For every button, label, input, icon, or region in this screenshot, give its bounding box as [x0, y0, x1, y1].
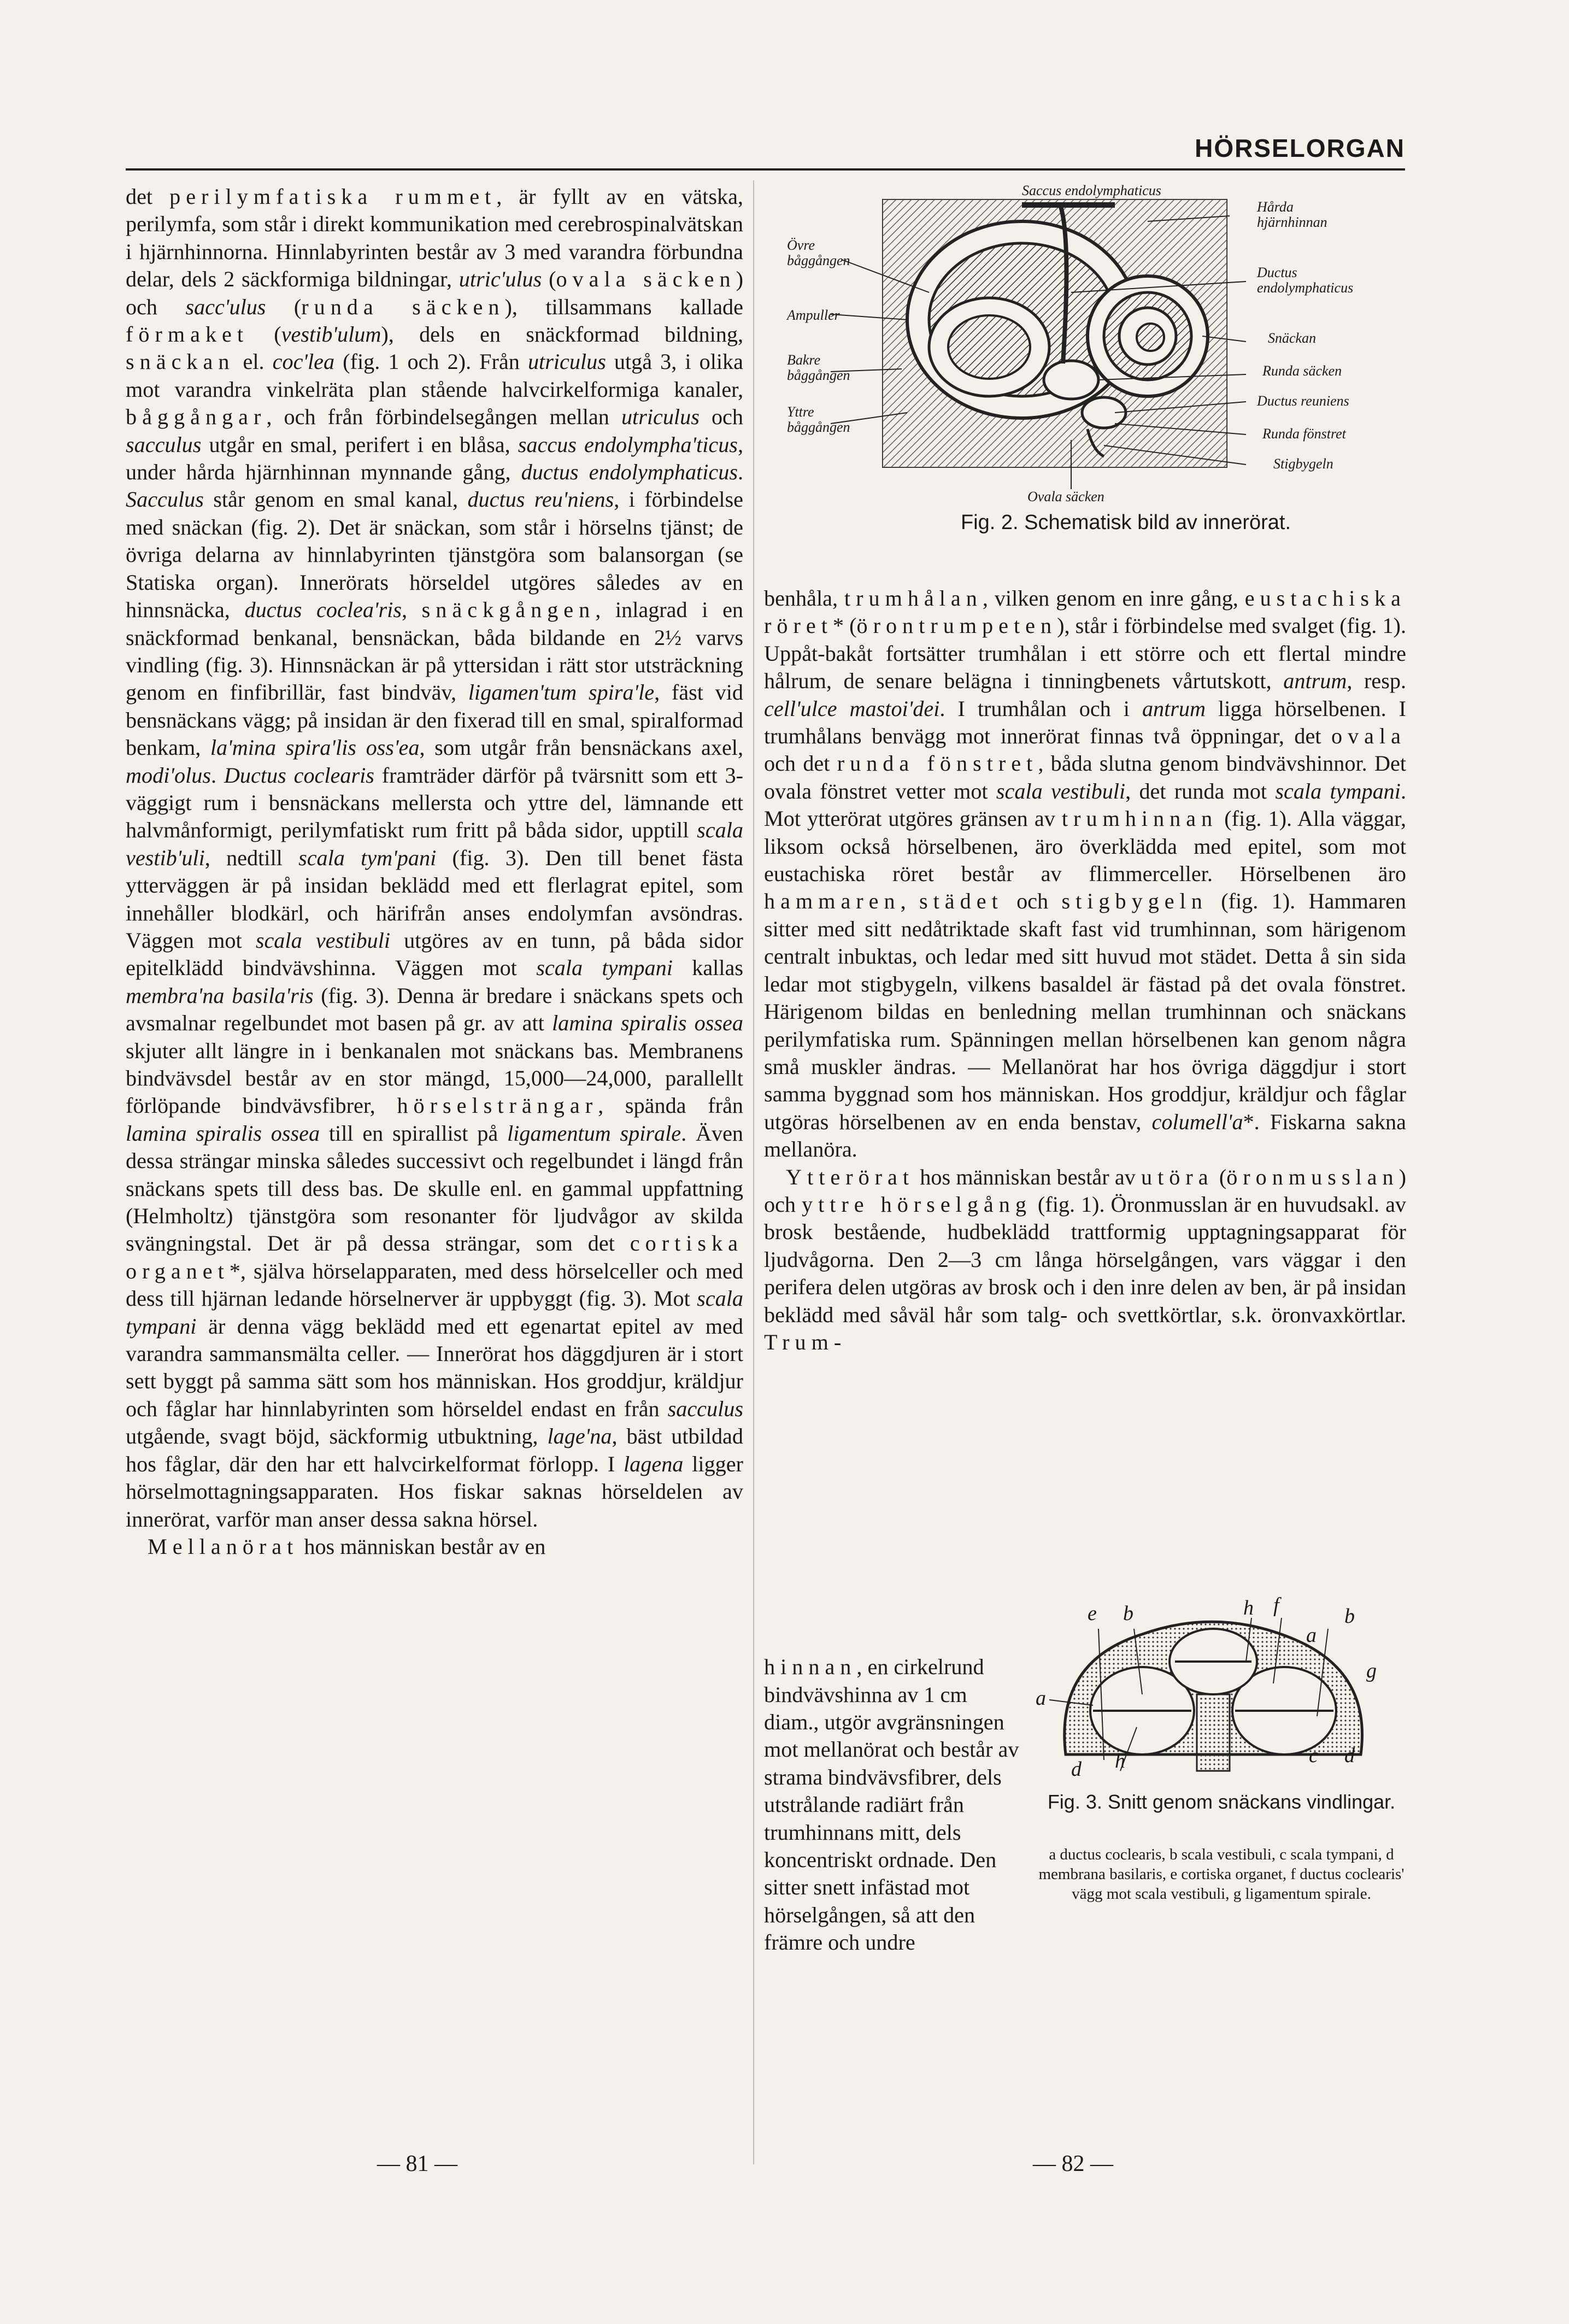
- label-ductus-reuniens: Ductus reuniens: [1257, 393, 1349, 409]
- italic-term: lage'na: [547, 1424, 612, 1449]
- fig3-letter-b-right: b: [1344, 1605, 1355, 1628]
- spaced-term: eustachiska röret: [764, 586, 1406, 638]
- italic-term: Ductus coclearis: [224, 762, 374, 788]
- right-paragraph: Ytterörat hos människan består av utöra (öronmusslan) och yttre hörselgång (fig. 1). Öronmusslan är en huvudsakl. av brosk bestående, hudbeklädd trattformig upptagningsapparat för ljudvågorna. Den 2—3 cm långa hörselgången, vars väggar i den perifera delen utgöras av brosk och i den inre delen av ben, är på insidan beklädd med såväl hår som talg- och svettkörtlar, s.k. öronvaxkörtlar. Trum-: [764, 1164, 1406, 1354]
- italic-term: utriculus: [527, 349, 606, 374]
- label-yttre-baggangen: Yttre båggången: [787, 404, 850, 435]
- page-header: [126, 119, 1405, 171]
- spaced-term: utöra: [1141, 1164, 1214, 1189]
- spaced-term: hörselsträngar: [397, 1093, 598, 1118]
- italic-term: ductus reu'niens: [467, 487, 614, 512]
- italic-term: saccus endolympha'ticus: [518, 432, 738, 457]
- label-harda-hjarnhinnan: Hårda hjärnhinnan: [1257, 199, 1327, 230]
- spaced-term: trumhinnan: [1061, 806, 1218, 831]
- fig3-letter-h-bottom: h: [1115, 1750, 1125, 1773]
- italic-term: scala tympani: [1275, 778, 1401, 803]
- spaced-term: runda säcken: [301, 294, 505, 319]
- figure-2-caption: Fig. 2. Schematisk bild av innerörat.: [960, 511, 1291, 534]
- italic-term: ligamentum spirale: [507, 1120, 681, 1146]
- spaced-term: Mellanörat: [148, 1534, 299, 1559]
- left-paragraph: det perilymfatiska rummet, är fyllt av en vätska, perilymfa, som står i direkt kommunikation med cerebrospinalvätskan i hjärnhinnorna. Hinnlabyrinten består av 3 med varandra förbundna delar, dels 2 säckformiga bildningar, utric'ulus (ovala säcken) och sacc'ulus (runda säcken), tillsammans kallade förmaket (vestib'ulum), dels en snäckformad bildning, snäckan el. coc'lea (fig. 1 och 2). Från utriculus utgå 3, i olika mot varandra vinkelräta plan stående halvcirkelformiga kanaler, båggångar, och från förbindelsegången mellan utriculus och sacculus utgår en smal, perifert i en blåsa, saccus endolympha'ticus, under hårda hjärnhinnan mynnande gång, ductus endolymphaticus. Sacculus står genom en smal kanal, ductus reu'niens, i förbindelse med snäckan (fig. 2). Det är snäckan, som står i hörselns tjänst; de övriga delarna av hinnlabyrinten tjänstgöra som balansorgan (se Statiska organ). Innerörats hörseldel utgöres således av en hinnsnäcka, ductus coclea'ris, snäckgången, inlagrad i en snäckformad benkanal, bensnäckan, båda bildande en 2½ varvs vindling (fig. 3). Hinnsnäckan är på yttersidan i rätt stor utsträckning genom en finfibrillär, fast bindväv, ligamen'tum spira'le, fäst vid bensnäckans vägg; på insidan är den fixerad till en smal, spiralformad benkam, la'mina spira'lis oss'ea, som utgår från bensnäckans axel, modi'olus. Ductus coclearis framträder därför på tvärsnitt som ett 3-väggigt rum i bensnäckans mellersta och yttre del, lämnande ett halvmånformigt, perilymfatiskt rum fritt på båda sidor, upptill scala vestib'uli, nedtill scala tym'pani (fig. 3). Den till benet fästa ytterväggen är på insidan beklädd med ett flerlagrat epitel, som innehåller blodkärl, och härifrån anses endolymfan avsöndras. Väggen mot scala vestibuli utgöres av en tunn, på båda sidor epitelklädd bindvävshinna. Väggen mot scala tympani kallas membra'na basila'ris (fig. 3). Denna är bredare i snäckans spets och avsmalnar regelbundet mot basen på gr. av att lamina spiralis ossea skjuter allt längre in i benkanalen mot snäckans bas. Membranens bindvävsdel består av en stor mängd, 15,000—24,000, parallellt förlöpande bindvävsfibrer, hörselsträngar, spända från lamina spiralis ossea till en spirallist på ligamentum spirale. Även dessa strängar minska således successivt och regelbundet i längd från snäckans spets till dess bas. De skulle enl. en gammal uppfattning (Helmholtz) tjänstgöra som resonanter för ljudvågor av skilda svängningstal. Det är på dessa strängar, som det cortiska organet*, själva hörselapparaten, med dess hörselceller och med dess till hjärnan ledande hörselnerver är uppbyggt (fig. 3). Mot scala tympani är denna vägg beklädd med ett egenartat epitel av med varandra sammansmälta celler. — Innerörat hos däggdjuren är i stort sett byggt på samma sätt som hos människan. Hos groddjur, kräldjur och fåglar har hinnlabyrinten som hörseldel endast en från sacculus utgående, svagt böjd, säckformig utbuktning, lage'na, bäst utbildad hos fåglar, där den har ett halvcirkelformat förlopp. I lagena ligger hörselmottagningsapparaten. Hos fiskar saknas hörseldelen av innerörat, varför man anser dessa sakna hörsel.: [126, 184, 744, 1531]
- italic-term: vestib'ulum: [281, 322, 381, 347]
- italic-term: sacculus: [667, 1396, 743, 1421]
- italic-term: scala vestibuli: [255, 928, 390, 953]
- right-paragraph: benhåla, trumhålan, vilken genom en inre gång, eustachiska röret* (örontrumpeten), står i förbindelse med svalget (fig. 1). Uppåt-bakåt fortsätter trumhålan i ett större och ett flertal mindre hålrum, de senare belägna i tinningbenets vårtutskott, antrum, resp. cell'ulce mastoi'dei. I trumhålan och i antrum ligga hörselbenen. I trumhålans benvägg mot innerörat finnas två öppningar, det ovala och det runda fönstret, båda slutna genom bindvävshinnor. Det ovala fönstret vetter mot scala vestibuli, det runda mot scala tympani. Mot ytterörat utgöres gränsen av trumhinnan (fig. 1). Alla väggar, liksom också hörselbenen, äro överklädda med epitel, som mot eustachiska röret består av flimmerceller. Hörselbenen äro hammaren, städet och stigbygeln (fig. 1). Hammaren sitter med sitt nedåtriktade skaft fast vid trumhinnan, som härigenom centralt inbuktas, och ledar med sitt huvud mot städet. Detta å sin sida ledar mot stigbygeln, vilkens basaldel är fästad på det ovala fönstret. Härigenom bildas en benledning mellan trumhinnan och snäckans perilymfatiska rum. Spänningen mellan hörselbenen kan genom några små muskler ändras. — Mellanörat har hos övriga däggdjur i stort samma byggnad som hos människan. Hos groddjur, kräldjur och fåglar utgöras hörselbenen av en enda benstav, columell'a*. Fiskarna sakna mellanöra.: [764, 586, 1407, 1162]
- fig3-letter-a: a: [1306, 1624, 1317, 1647]
- italic-term: cell'ulce mastoi'dei: [764, 696, 940, 721]
- italic-term: lamina spiralis ossea: [552, 1011, 743, 1036]
- italic-term: lamina spiralis ossea: [126, 1120, 320, 1146]
- figure-2: [765, 183, 1405, 566]
- fig3-letter-e: e: [1088, 1602, 1097, 1625]
- spaced-term: ovala säcken: [556, 267, 736, 292]
- fig3-letter-c: c: [1309, 1744, 1318, 1767]
- italic-term: la'mina spira'lis oss'ea: [210, 735, 420, 760]
- spaced-term: stigbygeln: [1061, 889, 1208, 914]
- spaced-term: yttre hörselgång: [802, 1192, 1032, 1217]
- page-number-right: — 82 —: [1033, 2151, 1113, 2176]
- italic-term: membra'na basila'ris: [126, 983, 314, 1008]
- fig3-letter-f: f: [1273, 1594, 1279, 1617]
- running-title: HÖRSELORGAN: [1195, 134, 1405, 162]
- figure-3-legend: a ductus coclearis, b scala vestibuli, c scala tympani, d membrana basilaris, e cortiska organet, f ductus coclearis' vägg mot scala vestibuli, g ligamentum spirale.: [1038, 1846, 1405, 1903]
- italic-term: modi'olus: [126, 762, 211, 788]
- italic-term: scala tym'pani: [298, 845, 437, 870]
- left-column: [126, 183, 743, 1560]
- spaced-term: snäckan: [126, 349, 235, 374]
- italic-term: utriculus: [621, 404, 700, 430]
- fig3-letter-d-right: d: [1344, 1744, 1355, 1767]
- left-paragraph: Mellanörat hos människan består av en: [148, 1534, 546, 1559]
- spaced-term: perilymfatiska rummet: [169, 184, 497, 209]
- spaced-term: snäckgången: [421, 597, 596, 623]
- fig3-letter-d: d: [1071, 1758, 1082, 1781]
- figure-3: [1033, 1596, 1410, 2071]
- spaced-term: Ytterörat: [786, 1164, 915, 1189]
- italic-term: ductus coclea'ris: [244, 597, 402, 623]
- fig3-letter-g: g: [1366, 1659, 1377, 1682]
- label-ampuller: Ampuller: [787, 307, 840, 323]
- label-ovala-sacken: Ovala säcken: [1027, 489, 1104, 504]
- spaced-term: cortiska organet: [126, 1231, 743, 1283]
- italic-term: sacc'ulus: [185, 294, 266, 319]
- spaced-term: Trum-: [764, 1329, 847, 1354]
- spaced-term: trumhålan: [844, 586, 983, 611]
- italic-term: columell'a: [1151, 1109, 1243, 1134]
- label-snackan: Snäckan: [1268, 330, 1317, 346]
- spaced-term: örontrumpeten: [856, 613, 1057, 638]
- label-runda-sacken: Runda säcken: [1262, 363, 1342, 379]
- spaced-term: öronmusslan: [1226, 1164, 1399, 1189]
- italic-term: scala vestib'uli: [126, 818, 743, 870]
- label-stigbygeln: Stigbygeln: [1273, 456, 1333, 472]
- italic-term: coc'lea: [272, 349, 335, 374]
- spaced-term: hammaren: [764, 889, 901, 914]
- italic-term: Sacculus: [126, 487, 204, 512]
- italic-term: ligamen'tum spira'le: [468, 680, 655, 705]
- spaced-term: hinnan: [764, 1654, 857, 1680]
- italic-term: lagena: [624, 1451, 684, 1476]
- label-bakre-baggangen: Bakre båggången: [787, 352, 850, 383]
- spaced-term: runda fönstret: [837, 751, 1038, 776]
- italic-term: ductus endolymphaticus: [521, 460, 738, 485]
- label-ductus-endolymphaticus: Ductus endolymphaticus: [1257, 265, 1354, 296]
- italic-term: antrum: [1283, 668, 1347, 694]
- spaced-term: ovala: [1331, 724, 1406, 749]
- page-number-left: — 81 —: [377, 2151, 457, 2176]
- fig3-letter-a-left: a: [1036, 1687, 1046, 1710]
- spaced-term: städet: [919, 889, 1003, 914]
- spaced-term: båggångar: [126, 404, 267, 430]
- italic-term: scala vestibuli: [996, 778, 1126, 803]
- label-saccus-endolymphaticus: Saccus endolymphaticus: [1022, 183, 1161, 198]
- wrap-paragraph: hinnan, en cirkelrund bindvävshinna av 1 cm diam., utgör avgränsningen mot mellanörat och består av strama bindvävsfibrer, dels utstrålande radiärt från trumhinnans mitt, dels koncentriskt ordnade. Den sitter snett infästad mot hörselgången, så att den främre och undre: [764, 1654, 1019, 1955]
- right-column: [764, 585, 1406, 1356]
- italic-term: scala tympani: [536, 955, 673, 981]
- label-ovre-baggangen: Övre båggången: [787, 237, 850, 268]
- italic-term: scala tympani: [126, 1286, 743, 1339]
- figure-3-caption: Fig. 3. Snitt genom snäckans vindlingar.: [1047, 1791, 1396, 1813]
- italic-term: sacculus: [126, 432, 202, 457]
- fig3-letter-b: b: [1123, 1602, 1133, 1625]
- fig3-letter-h: h: [1243, 1597, 1254, 1619]
- label-runda-fonstret: Runda fönstret: [1262, 426, 1346, 442]
- right-column-wrap-text: [764, 1632, 1021, 1979]
- spaced-term: förmaket: [126, 322, 249, 347]
- column-divider: [753, 180, 754, 2164]
- italic-term: antrum: [1142, 696, 1206, 721]
- italic-term: utric'ulus: [459, 267, 542, 292]
